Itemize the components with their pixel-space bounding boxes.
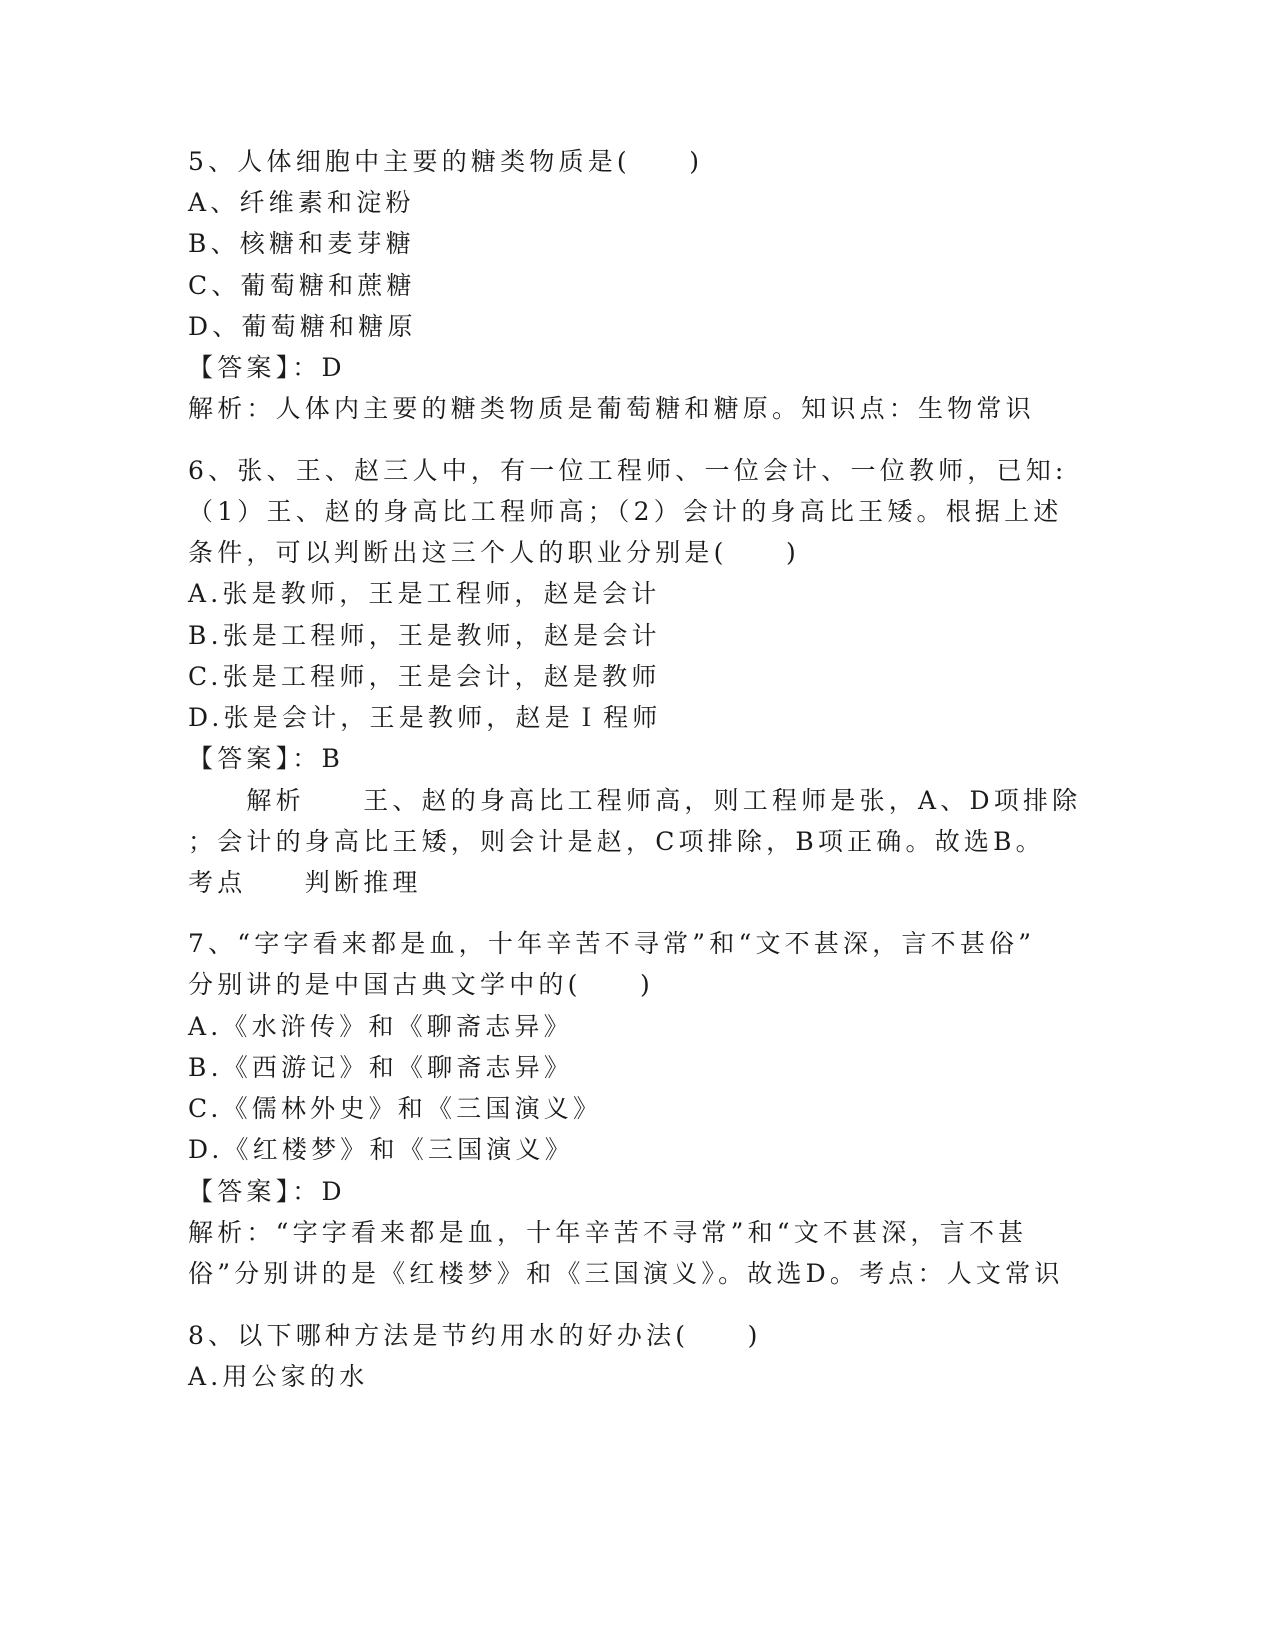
option-a: A、纤维素和淀粉 xyxy=(188,188,415,217)
option-b: B、核糖和麦芽糖 xyxy=(188,229,415,258)
question-stem: 条件，可以判断出这三个人的职业分别是( ) xyxy=(188,538,800,567)
option-c: C、葡萄糖和蔗糖 xyxy=(188,271,416,300)
answer: 【答案】：D xyxy=(188,1177,346,1206)
option-d: D、葡萄糖和糖原 xyxy=(188,312,417,341)
option-a: A.用公家的水 xyxy=(188,1362,369,1391)
analysis: 解析 王、赵的身高比工程师高，则工程师是张，A、D项排除 xyxy=(188,786,1082,815)
answer: 【答案】：B xyxy=(188,744,345,773)
question-stem: 分别讲的是中国古典文学中的( ) xyxy=(188,970,654,999)
analysis: ；会计的身高比王矮，则会计是赵，C项排除，B项正确。故选B。 xyxy=(188,827,1045,856)
option-d: D.《红楼梦》和《三国演义》 xyxy=(188,1135,574,1164)
question-stem: 6、张、王、赵三人中，有一位工程师、一位会计、一位教师，已知: xyxy=(188,456,1068,485)
option-c: C.张是工程师，王是会计，赵是教师 xyxy=(188,662,661,691)
option-a: A.张是教师，王是工程师，赵是会计 xyxy=(188,579,661,608)
analysis: 解析：“字字看来都是血，十年辛苦不寻常”和“文不甚深，言不甚 xyxy=(188,1218,1028,1247)
analysis: 考点 判断推理 xyxy=(188,868,422,897)
option-a: A.《水浒传》和《聊斋志异》 xyxy=(188,1012,573,1041)
question-stem: 7、“字字看来都是血，十年辛苦不寻常”和“文不甚深，言不甚俗” xyxy=(188,929,1036,958)
question-stem: 8、以下哪种方法是节约用水的好办法( ) xyxy=(188,1321,762,1350)
option-d: D.张是会计，王是教师，赵是Ｉ程师 xyxy=(188,703,662,732)
analysis: 俗”分别讲的是《红楼梦》和《三国演义》。故选D。考点：人文常识 xyxy=(188,1259,1064,1288)
question-stem: 5、人体细胞中主要的糖类物质是( ) xyxy=(188,147,704,176)
option-b: B.《西游记》和《聊斋志异》 xyxy=(188,1053,574,1082)
option-c: C.《儒林外史》和《三国演义》 xyxy=(188,1094,603,1123)
analysis: 解析：人体内主要的糖类物质是葡萄糖和糖原。知识点：生物常识 xyxy=(188,394,1035,423)
answer: 【答案】：D xyxy=(188,353,346,382)
question-stem: （1）王、赵的身高比工程师高；（2）会计的身高比王矮。根据上述 xyxy=(188,497,1063,526)
option-b: B.张是工程师，王是教师，赵是会计 xyxy=(188,621,661,650)
